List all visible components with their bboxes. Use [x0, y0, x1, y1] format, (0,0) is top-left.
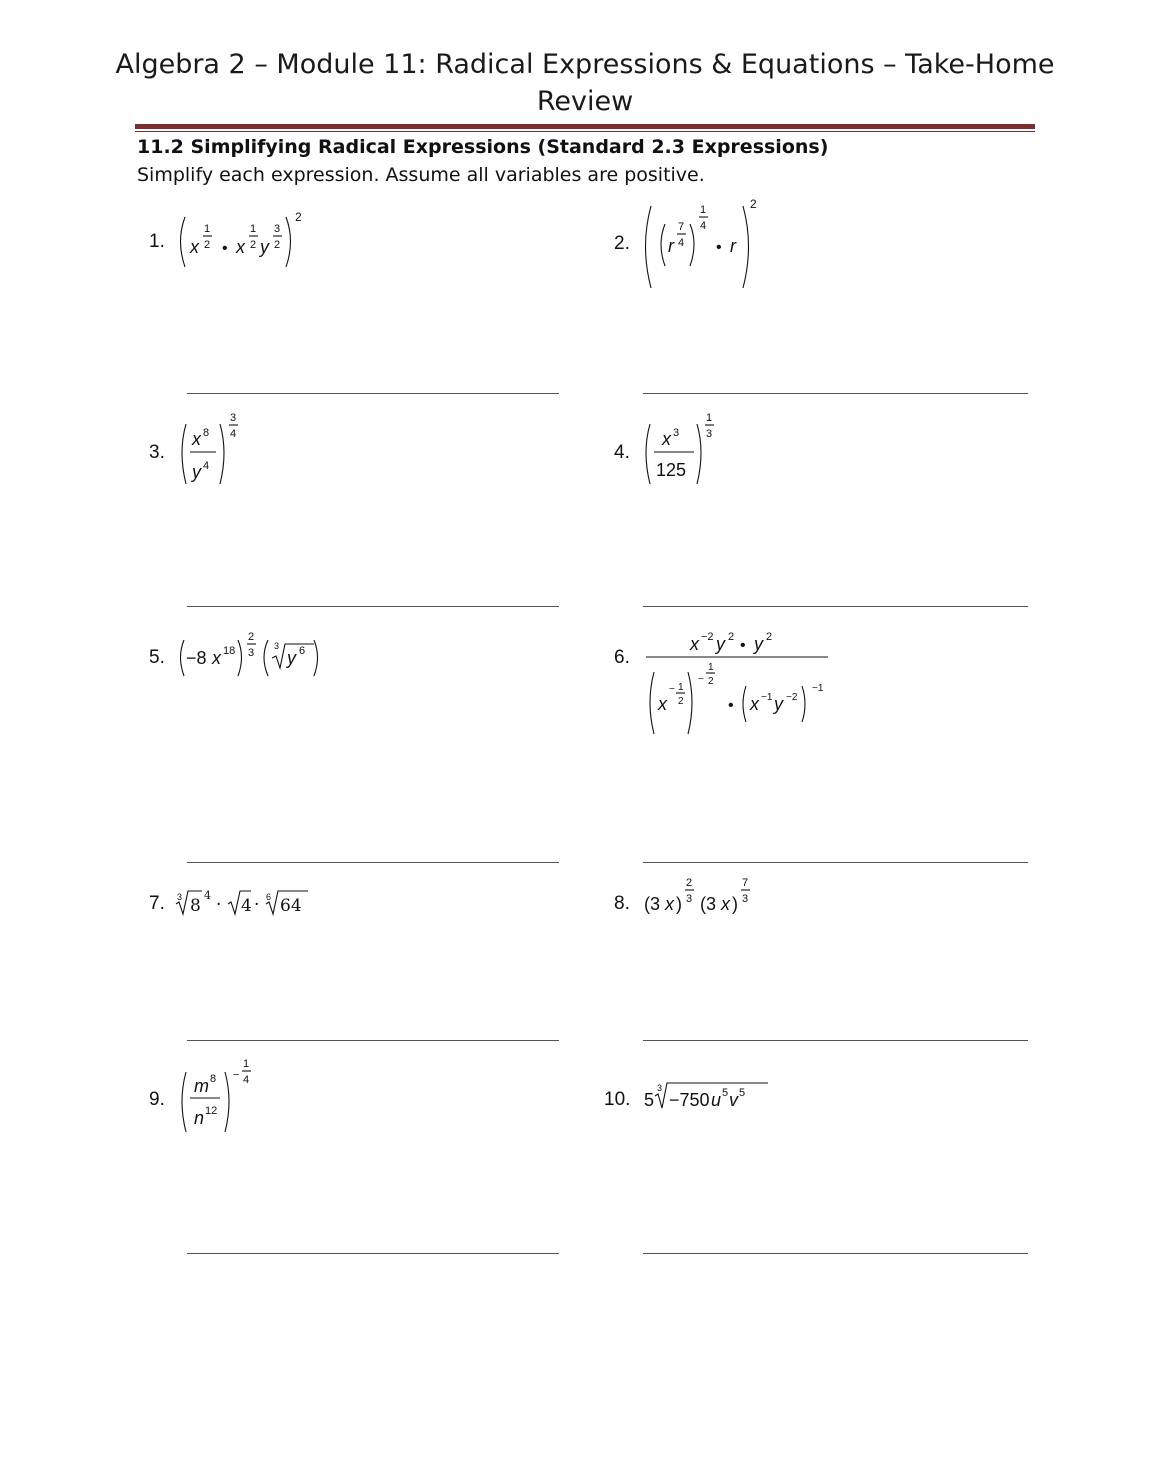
svg-text:r: r: [730, 236, 736, 256]
svg-text:3: 3: [274, 641, 280, 651]
problem-2-expression: [640, 194, 770, 294]
svg-text:4: 4: [700, 220, 707, 232]
problem-number: 9.: [149, 1089, 165, 1110]
answer-line[interactable]: [187, 1253, 559, 1254]
svg-text:−: −: [233, 1069, 240, 1081]
svg-text:u: u: [711, 1090, 722, 1110]
svg-text:2: 2: [708, 676, 714, 687]
answer-line[interactable]: [643, 1040, 1028, 1041]
svg-text:−: −: [698, 674, 704, 685]
section-heading: 11.2 Simplifying Radical Expressions (Standard 2.3 Expressions): [137, 136, 829, 158]
svg-text:x: x: [212, 648, 221, 668]
svg-text:2: 2: [678, 696, 684, 707]
svg-text:x: x: [190, 237, 199, 257]
svg-text:7: 7: [742, 877, 749, 889]
svg-text:3: 3: [657, 1083, 663, 1093]
page-title: [110, 46, 1060, 120]
svg-text:125: 125: [656, 460, 687, 480]
svg-text:5: 5: [722, 1087, 729, 1099]
svg-text:•: •: [728, 697, 734, 714]
problem-8-expression: [640, 872, 780, 922]
svg-text:1: 1: [706, 412, 713, 424]
problem-3-expression: [176, 408, 256, 488]
svg-text:2: 2: [295, 210, 302, 224]
title-line-2: Review: [536, 86, 634, 117]
svg-text:(3: (3: [644, 894, 661, 914]
svg-text:−: −: [669, 684, 675, 695]
answer-line[interactable]: [643, 862, 1028, 863]
problem-number: 6.: [614, 647, 630, 668]
svg-text:4: 4: [243, 1074, 250, 1086]
svg-text:3: 3: [230, 412, 237, 424]
svg-text:y: y: [716, 634, 725, 654]
problem-number: 7.: [149, 893, 165, 914]
answer-line[interactable]: [643, 606, 1028, 607]
svg-text:x: x: [750, 694, 759, 714]
header-divider-thick: [135, 124, 1035, 129]
svg-text:3: 3: [686, 893, 693, 905]
answer-line[interactable]: [187, 1040, 559, 1041]
svg-text:•: •: [716, 239, 722, 256]
problem-5-expression: [174, 626, 334, 686]
problem-6-expression: [640, 620, 840, 742]
problem-7-expression: [174, 874, 324, 924]
problem-number: 3.: [149, 442, 165, 463]
title-line-1: Algebra 2 – Module 11: Radical Expressions & Equations – Take-Home: [115, 49, 1055, 80]
svg-text:x: x: [236, 237, 245, 257]
svg-text:−2: −2: [701, 631, 714, 643]
svg-text:5: 5: [739, 1087, 746, 1099]
problem-number: 10.: [604, 1089, 631, 1110]
answer-line[interactable]: [187, 862, 559, 863]
svg-text:m: m: [194, 1076, 209, 1096]
svg-text:•: •: [740, 637, 746, 654]
svg-text:5: 5: [644, 1090, 655, 1110]
problem-number: 1.: [149, 231, 165, 252]
problem-number: 2.: [614, 233, 630, 254]
svg-text:2: 2: [750, 197, 757, 211]
svg-text:1: 1: [700, 204, 707, 216]
svg-text:x: x: [662, 429, 671, 449]
svg-text:1: 1: [708, 662, 714, 673]
svg-text:y: y: [192, 462, 201, 482]
svg-text:2: 2: [250, 239, 257, 251]
svg-text:y: y: [754, 634, 763, 654]
svg-text:−8: −8: [186, 648, 207, 668]
svg-text:8: 8: [203, 427, 210, 439]
svg-text:64: 64: [280, 896, 302, 916]
problem-number: 5.: [149, 647, 165, 668]
svg-text:1: 1: [243, 1058, 250, 1070]
problem-number: 4.: [614, 442, 630, 463]
svg-text:6: 6: [299, 645, 306, 657]
problem-number: 8.: [614, 893, 630, 914]
svg-text:x: x: [658, 694, 667, 714]
answer-line[interactable]: [643, 1253, 1028, 1254]
svg-text:18: 18: [223, 645, 236, 657]
svg-text:v: v: [729, 1090, 738, 1110]
svg-text:x: x: [665, 894, 674, 914]
svg-text:4: 4: [203, 460, 210, 472]
svg-text:−1: −1: [761, 692, 773, 703]
svg-text:3: 3: [177, 892, 183, 902]
svg-text:y: y: [287, 648, 296, 668]
svg-text:2: 2: [728, 631, 735, 643]
svg-text:x: x: [192, 429, 201, 449]
instructions: Simplify each expression. Assume all variables are positive.: [137, 164, 705, 186]
svg-text:1: 1: [678, 682, 684, 693]
svg-text:2: 2: [274, 239, 281, 251]
svg-text:3: 3: [742, 893, 749, 905]
problem-4-expression: [640, 408, 730, 488]
svg-text:(3: (3: [700, 894, 717, 914]
svg-text:•: •: [222, 240, 228, 257]
svg-text:2: 2: [248, 631, 255, 643]
svg-text:3: 3: [248, 647, 255, 659]
answer-line[interactable]: [187, 393, 559, 394]
svg-text:1: 1: [250, 223, 257, 235]
svg-text:x: x: [721, 894, 730, 914]
svg-text:−750: −750: [669, 1090, 710, 1110]
svg-text:−2: −2: [786, 692, 798, 703]
svg-text:3: 3: [274, 223, 281, 235]
answer-line[interactable]: [187, 606, 559, 607]
header-divider-thin: [135, 131, 1035, 132]
problem-10-expression: [644, 1074, 794, 1119]
answer-line[interactable]: [643, 393, 1028, 394]
problem-9-expression: [176, 1054, 266, 1138]
svg-text:4: 4: [678, 237, 685, 249]
svg-text:r: r: [668, 236, 674, 256]
svg-text:4: 4: [204, 889, 211, 902]
svg-text:1: 1: [204, 223, 211, 235]
svg-text:2: 2: [686, 877, 693, 889]
svg-text:12: 12: [205, 1105, 218, 1117]
svg-text:3: 3: [706, 428, 713, 440]
svg-text:4: 4: [230, 428, 237, 440]
svg-text:4: 4: [241, 896, 252, 916]
svg-text:8: 8: [210, 1073, 217, 1085]
svg-text:3: 3: [673, 427, 680, 439]
svg-text:n: n: [194, 1108, 205, 1128]
svg-text:7: 7: [678, 221, 685, 233]
svg-text:·: ·: [254, 895, 260, 915]
svg-text:): ): [732, 894, 738, 914]
svg-text:y: y: [260, 237, 269, 257]
svg-text:·: ·: [216, 895, 222, 915]
svg-text:2: 2: [204, 239, 211, 251]
svg-text:x: x: [690, 634, 699, 654]
svg-text:2: 2: [766, 631, 773, 643]
svg-text:y: y: [774, 694, 783, 714]
svg-text:6: 6: [266, 892, 272, 902]
svg-text:−1: −1: [812, 683, 824, 694]
svg-text:): ): [676, 894, 682, 914]
svg-text:8: 8: [190, 896, 201, 916]
problem-1-expression: [174, 205, 314, 275]
